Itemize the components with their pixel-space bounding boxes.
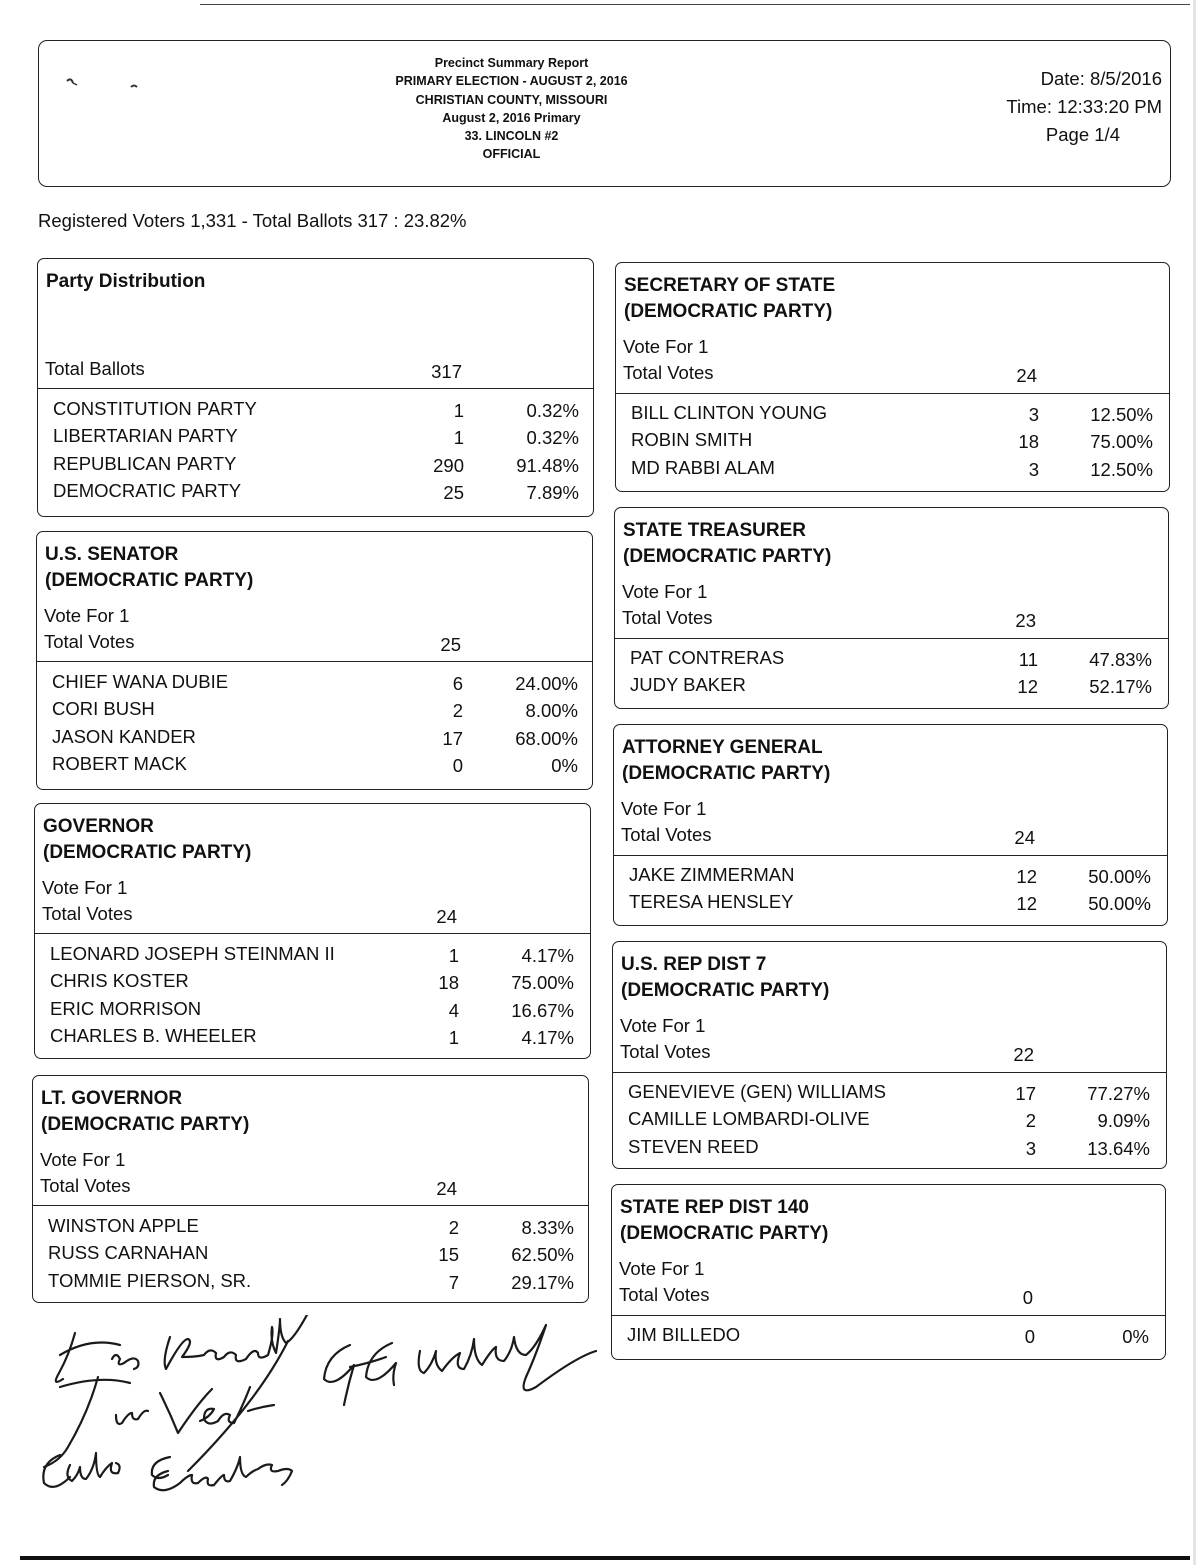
- table-row: [613, 1108, 1166, 1135]
- candidate-percent: 16.67%: [511, 999, 574, 1021]
- header-rule: [614, 855, 1167, 856]
- report-title-block: [369, 54, 654, 164]
- report-title: Precinct Summary Report: [434, 56, 589, 70]
- candidate-votes: 7: [448, 1271, 459, 1293]
- state-treasurer-race-box: [614, 507, 1169, 709]
- candidate-name: BILL CLINTON YOUNG: [631, 402, 828, 423]
- table-row: [615, 674, 1168, 701]
- candidate-votes: 4: [448, 999, 459, 1021]
- county-name: CHRISTIAN COUNTY, MISSOURI: [415, 92, 608, 107]
- signature-2: [324, 1325, 596, 1405]
- race-title: STATE REP DIST 140 (DEMOCRATIC PARTY): [620, 1197, 829, 1244]
- candidate-percent: 50.00%: [1088, 893, 1151, 915]
- total-votes-value: 23: [1015, 610, 1036, 631]
- candidate-votes: 12: [1016, 893, 1037, 915]
- candidate-name: CHIEF WANA DUBIE: [52, 671, 229, 692]
- vote-for-label: Vote For 1: [42, 877, 128, 898]
- total-votes-label: Total Votes: [622, 607, 713, 628]
- us-rep-dist-7-race-box: [612, 941, 1167, 1169]
- candidate-votes: 17: [1015, 1083, 1036, 1104]
- total-votes-label: Total Votes: [623, 362, 714, 383]
- attorney-general-race-box: [613, 724, 1168, 926]
- signature-3: [44, 1341, 288, 1471]
- table-row: [614, 891, 1167, 918]
- scan-speck-marks: [61, 71, 151, 101]
- candidate-rows: [614, 864, 1167, 919]
- table-row: [37, 698, 592, 725]
- candidate-name: CHARLES B. WHEELER: [50, 1025, 257, 1047]
- candidate-percent: 0%: [551, 755, 578, 777]
- total-votes-label: Total Votes: [40, 1175, 131, 1196]
- vote-for-label: Vote For 1: [40, 1149, 126, 1170]
- candidate-name: LEONARD JOSEPH STEINMAN II: [50, 943, 335, 964]
- party-distribution-title: Party Distribution: [46, 271, 206, 292]
- party-rows: [38, 398, 593, 508]
- governor-race-box: [34, 803, 591, 1059]
- candidate-votes: 2: [448, 1217, 459, 1238]
- total-votes-label: Total Votes: [619, 1284, 710, 1305]
- table-row: [38, 398, 593, 425]
- candidate-percent: 52.17%: [1089, 676, 1152, 698]
- party-name: DEMOCRATIC PARTY: [53, 480, 242, 502]
- candidate-votes: 0: [452, 755, 463, 777]
- table-row: [33, 1215, 588, 1242]
- candidate-percent: 8.33%: [521, 1217, 574, 1238]
- candidate-percent: 4.17%: [521, 1027, 574, 1049]
- candidate-name: PAT CONTRERAS: [630, 647, 785, 668]
- table-row: [615, 647, 1168, 674]
- table-row: [35, 943, 590, 970]
- table-row: [614, 864, 1167, 891]
- candidate-percent: 77.27%: [1087, 1083, 1150, 1104]
- party-percent: 91.48%: [516, 454, 579, 476]
- candidate-name: ROBERT MACK: [52, 753, 188, 775]
- registered-voters-summary: Registered Voters 1,331 - Total Ballots 317 : 23.82%: [38, 210, 467, 231]
- candidate-votes: 2: [452, 700, 463, 722]
- table-row: [35, 1025, 590, 1052]
- candidate-rows: [615, 647, 1168, 702]
- candidate-name: ERIC MORRISON: [50, 997, 202, 1019]
- candidate-name: ROBIN SMITH: [631, 429, 753, 451]
- candidate-votes: 0: [1024, 1326, 1035, 1347]
- table-row: [33, 1270, 588, 1297]
- table-row: [38, 453, 593, 480]
- party-name: CONSTITUTION PARTY: [53, 398, 257, 419]
- party-name: REPUBLICAN PARTY: [53, 452, 237, 474]
- total-votes-label: Total Votes: [620, 1041, 711, 1062]
- candidate-percent: 8.00%: [525, 700, 578, 722]
- table-row: [616, 402, 1169, 429]
- candidate-rows: [33, 1215, 588, 1297]
- header-rule: [37, 661, 592, 662]
- party-percent: 0.32%: [526, 400, 579, 421]
- total-votes-value: 24: [436, 1178, 457, 1199]
- candidate-name: TOMMIE PIERSON, SR.: [48, 1269, 252, 1291]
- candidate-votes: 3: [1028, 404, 1039, 425]
- scan-edge: [1193, 0, 1196, 1565]
- candidate-name: STEVEN REED: [628, 1135, 759, 1157]
- race-title: ATTORNEY GENERAL (DEMOCRATIC PARTY): [622, 737, 831, 784]
- lt-governor-race-box: [32, 1075, 589, 1303]
- table-row: [37, 726, 592, 753]
- candidate-name: JUDY BAKER: [630, 674, 746, 696]
- total-votes-label: Total Votes: [621, 824, 712, 845]
- race-title: U.S. SENATOR (DEMOCRATIC PARTY): [45, 544, 254, 591]
- total-ballots-label: Total Ballots: [45, 358, 145, 379]
- candidate-rows: [616, 402, 1169, 484]
- table-row: [612, 1324, 1165, 1351]
- candidate-votes: 1: [448, 1027, 459, 1049]
- vote-for-label: Vote For 1: [619, 1258, 705, 1279]
- candidate-rows: [613, 1081, 1166, 1163]
- top-rule: [200, 4, 1190, 5]
- party-votes: 1: [453, 400, 464, 421]
- candidate-name: RUSS CARNAHAN: [48, 1242, 209, 1264]
- total-votes-label: Total Votes: [44, 631, 135, 652]
- candidate-votes: 12: [1017, 676, 1038, 698]
- total-votes-value: 24: [436, 906, 457, 927]
- secretary-of-state-race-box: [615, 262, 1170, 492]
- candidate-percent: 24.00%: [515, 673, 578, 694]
- candidate-votes: 18: [438, 972, 459, 994]
- header-rule: [38, 388, 593, 389]
- candidate-name: JAKE ZIMMERMAN: [629, 864, 795, 885]
- precinct-name: 33. LINCOLN #2: [464, 129, 559, 144]
- vote-for-label: Vote For 1: [622, 581, 708, 602]
- candidate-name: CHRIS KOSTER: [50, 970, 189, 992]
- candidate-percent: 12.50%: [1090, 404, 1153, 425]
- candidate-percent: 4.17%: [521, 945, 574, 966]
- table-row: [613, 1081, 1166, 1108]
- candidate-votes: 12: [1016, 866, 1037, 887]
- table-row: [616, 457, 1169, 484]
- candidate-name: JIM BILLEDO: [627, 1324, 741, 1345]
- party-percent: 0.32%: [526, 427, 579, 449]
- vote-for-label: Vote For 1: [620, 1015, 706, 1036]
- primary-name: August 2, 2016 Primary: [442, 110, 581, 125]
- race-title: STATE TREASURER (DEMOCRATIC PARTY): [623, 520, 832, 567]
- candidate-percent: 13.64%: [1087, 1137, 1150, 1159]
- candidate-percent: 0%: [1122, 1326, 1149, 1347]
- bottom-rule: [20, 1556, 1190, 1560]
- party-votes: 1: [453, 427, 464, 449]
- report-header: [38, 40, 1171, 187]
- table-row: [38, 480, 593, 507]
- candidate-percent: 75.00%: [511, 972, 574, 994]
- table-row: [33, 1242, 588, 1269]
- table-row: [38, 425, 593, 452]
- candidate-votes: 18: [1018, 431, 1039, 453]
- candidate-name: WINSTON APPLE: [48, 1215, 199, 1236]
- candidate-percent: 9.09%: [1097, 1110, 1150, 1132]
- header-rule: [615, 638, 1168, 639]
- table-row: [37, 671, 592, 698]
- table-row: [613, 1136, 1166, 1163]
- candidate-votes: 6: [452, 673, 463, 694]
- us-senator-race-box: [36, 531, 593, 790]
- race-title: LT. GOVERNOR (DEMOCRATIC PARTY): [41, 1088, 250, 1135]
- candidate-rows: [37, 671, 592, 781]
- report-meta: [1006, 65, 1162, 149]
- candidate-votes: 2: [1025, 1110, 1036, 1132]
- total-votes-value: 24: [1016, 365, 1037, 386]
- table-row: [37, 753, 592, 780]
- candidate-name: CORI BUSH: [52, 698, 155, 720]
- header-rule: [612, 1315, 1165, 1316]
- candidate-name: CAMILLE LOMBARDI-OLIVE: [628, 1108, 870, 1130]
- table-row: [35, 998, 590, 1025]
- report-date: Date: 8/5/2016: [1040, 68, 1162, 89]
- party-votes: 290: [433, 454, 464, 476]
- candidate-percent: 62.50%: [511, 1244, 574, 1266]
- candidate-percent: 47.83%: [1089, 649, 1152, 670]
- candidate-percent: 50.00%: [1088, 866, 1151, 887]
- table-row: [616, 429, 1169, 456]
- candidate-name: GENEVIEVE (GEN) WILLIAMS: [628, 1081, 887, 1102]
- table-row: [35, 970, 590, 997]
- candidate-rows: [612, 1324, 1165, 1351]
- candidate-votes: 15: [438, 1244, 459, 1266]
- candidate-votes: 1: [448, 945, 459, 966]
- election-name: PRIMARY ELECTION - AUGUST 2, 2016: [395, 74, 628, 89]
- party-name: LIBERTARIAN PARTY: [53, 425, 238, 447]
- report-status: OFFICIAL: [482, 147, 541, 162]
- candidate-votes: 17: [442, 727, 463, 749]
- candidate-votes: 11: [1018, 649, 1038, 670]
- party-distribution-box: [37, 258, 594, 517]
- vote-for-label: Vote For 1: [623, 336, 709, 357]
- candidate-votes: 3: [1025, 1137, 1036, 1159]
- signatures-image: [20, 1315, 660, 1515]
- signature-4: [43, 1453, 292, 1490]
- candidate-percent: 12.50%: [1090, 458, 1153, 480]
- header-rule: [613, 1072, 1166, 1073]
- vote-for-label: Vote For 1: [44, 605, 130, 626]
- total-votes-value: 24: [1014, 827, 1035, 848]
- total-votes-value: 22: [1013, 1044, 1034, 1065]
- report-time: Time: 12:33:20 PM: [1006, 96, 1162, 117]
- candidate-name: JASON KANDER: [52, 725, 196, 747]
- header-rule: [35, 933, 590, 934]
- state-rep-dist-140-race-box: [611, 1184, 1166, 1360]
- race-title: GOVERNOR (DEMOCRATIC PARTY): [43, 816, 252, 863]
- party-percent: 7.89%: [526, 482, 579, 504]
- candidate-percent: 68.00%: [515, 727, 578, 749]
- total-votes-label: Total Votes: [42, 903, 133, 924]
- race-title: U.S. REP DIST 7 (DEMOCRATIC PARTY): [621, 954, 830, 1001]
- header-rule: [616, 393, 1169, 394]
- candidate-name: TERESA HENSLEY: [629, 891, 794, 913]
- total-votes-value: 25: [440, 634, 461, 655]
- party-votes: 25: [443, 482, 464, 504]
- header-rule: [33, 1205, 588, 1206]
- candidate-votes: 3: [1028, 458, 1039, 480]
- vote-for-label: Vote For 1: [621, 798, 707, 819]
- candidate-percent: 29.17%: [511, 1271, 574, 1293]
- total-votes-value: 0: [1022, 1287, 1033, 1308]
- candidate-rows: [35, 943, 590, 1053]
- total-ballots-value: 317: [431, 361, 462, 382]
- candidate-name: MD RABBI ALAM: [631, 456, 775, 478]
- page-number: Page 1/4: [1045, 124, 1120, 145]
- race-title: SECRETARY OF STATE (DEMOCRATIC PARTY): [624, 275, 836, 322]
- candidate-percent: 75.00%: [1090, 431, 1153, 453]
